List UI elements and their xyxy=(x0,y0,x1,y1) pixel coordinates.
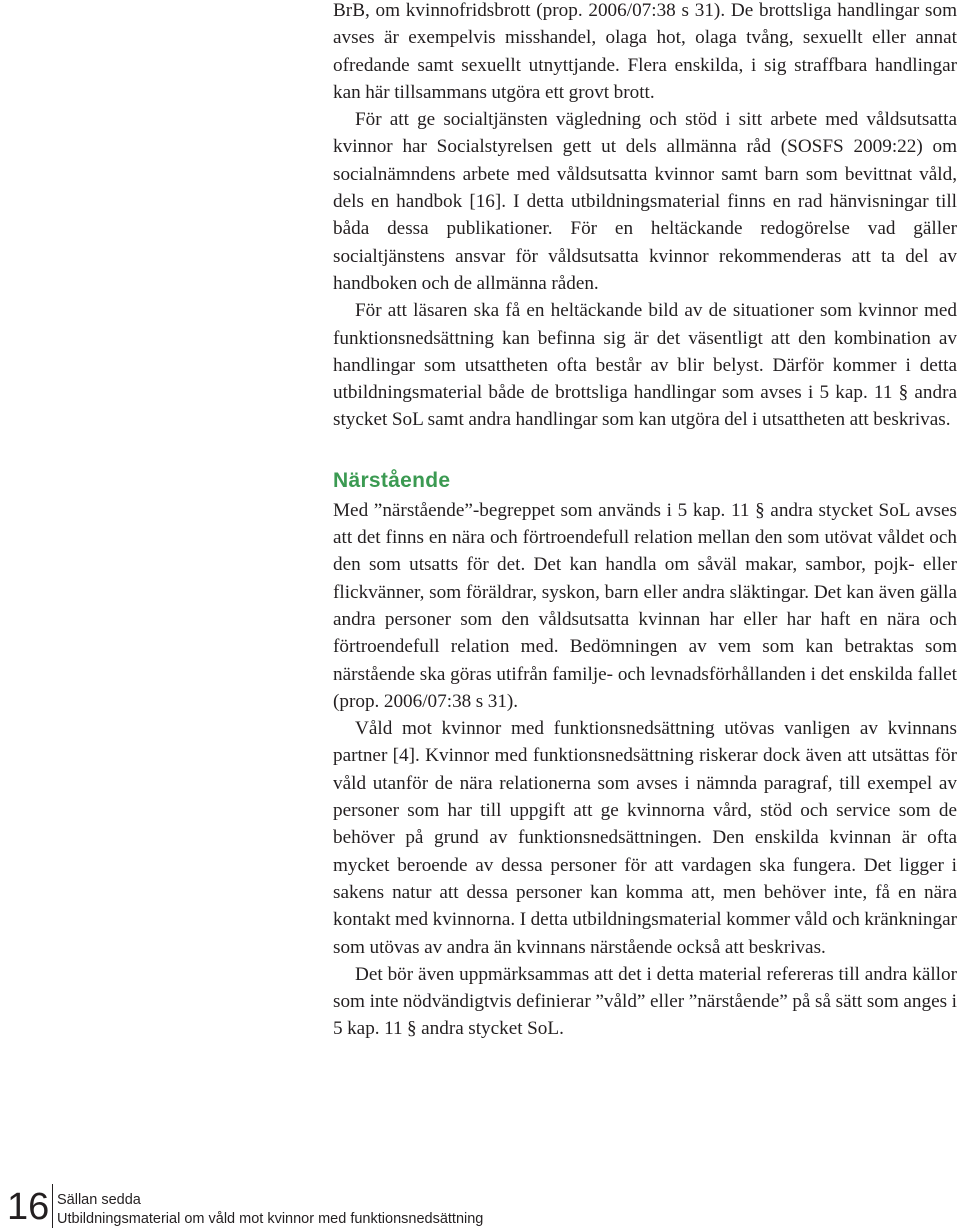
body-paragraph-3: För att läsaren ska få en heltäckande bild av de situationer som kvinnor med funktionsnedsättning kan befinna sig är det väsentligt att den kombination av handlingar som utsattheten ofta består av blir belyst. Därför kommer i detta utbildningsmaterial både de brottsliga handlingar som avses i 5 kap. 11 § andra stycket SoL samt andra handlingar som kan utgöra del i utsattheten att beskrivas. xyxy=(333,300,957,431)
main-text-column xyxy=(333,0,957,1043)
body-paragraph-1: BrB, om kvinnofridsbrott (prop. 2006/07:38 s 31). De brottsliga handlingar som avses är exempelvis misshandel, olaga hot, olaga tvång, sexuellt eller annat ofredande samt sexuellt utnyttjande. Flera enskilda, i sig straffbara handlingar kan här tillsammans utgöra ett grovt brott. xyxy=(333,0,957,103)
section-paragraph-1: Med ”närstående”-begreppet som används i 5 kap. 11 § andra stycket SoL avses att det finns en nära och förtroendefull relation mellan den som utövat våldet och den som utsatts för det. Det kan handla om såväl makar, sambor, pojk- eller flickvänner, som föräldrar, syskon, barn eller andra släktingar. Det kan även gälla andra personer som den våldsutsatta kvinnan har eller har haft en nära och förtroendefull relation med. Bedömningen av vem som kan betraktas som närstående ska göras utifrån familje- och levnadsförhållanden i det enskilda fallet (prop. 2006/07:38 s 31). xyxy=(333,499,957,712)
body-paragraph-2: För att ge socialtjänsten vägledning och stöd i sitt arbete med våldsutsatta kvinnor har Socialstyrelsen gett ut dels allmänna råd (SOSFS 2009:22) om socialnämndens arbete med våldsutsatta kvinnor samt barn som bevittnat våld, dels en handbok [16]. I detta utbildningsmaterial finns en rad hänvisningar till båda dessa publikationer. För en heltäckande redogörelse vad gäller socialtjänstens ansvar för våldsutsatta kvinnor rekommenderas att ta del av handboken och de allmänna råden. xyxy=(333,109,957,294)
section-paragraph-2: Våld mot kvinnor med funktionsnedsättning utövas vanligen av kvinnans partner [4]. Kvinnor med funktionsnedsättning riskerar dock även att utsättas för våld utanför de nära relationerna som avses i nämnda paragraf, till exempel av personer som har till uppgift att ge kvinnorna vård, stöd och service som de behöver på grund av funktionsnedsättningen. Den enskilda kvinnan är ofta mycket beroende av dessa personer för att vardagen ska fungera. Det ligger i sakens natur att dessa personer kan komma att, men behöver inte, få en nära kontakt med kvinnorna. I detta utbildningsmaterial kommer våld och kränkningar som utövas av andra än kvinnans närstående också att beskrivas. xyxy=(333,718,957,958)
section-paragraph-3: Det bör även uppmärksammas att det i detta material refereras till andra källor som inte nödvändigtvis definierar ”våld” eller ”närstående” på så sätt som anges i 5 kap. 11 § andra stycket SoL. xyxy=(333,963,957,1040)
page-footer xyxy=(0,1180,960,1228)
footer-publication-info xyxy=(57,1191,483,1229)
page-number: 16 xyxy=(7,1186,50,1228)
section-heading: Närstående xyxy=(333,468,451,492)
footer-title: Sällan sedda xyxy=(57,1192,141,1208)
footer-divider xyxy=(52,1184,53,1228)
section-narstaende xyxy=(333,468,957,494)
footer-subtitle: Utbildningsmaterial om våld mot kvinnor med funktionsnedsättning xyxy=(57,1211,484,1227)
